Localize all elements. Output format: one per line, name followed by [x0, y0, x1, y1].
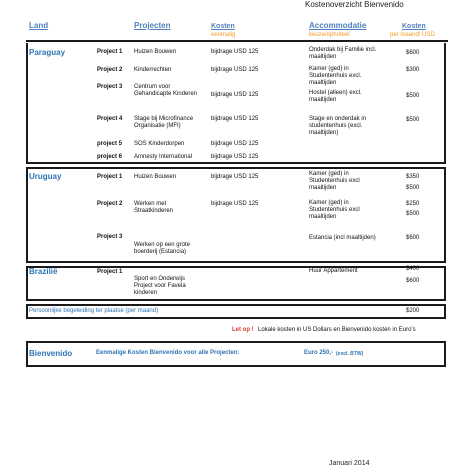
project-name: Stage bij Microfinance Organisatie (MFI) — [134, 116, 194, 129]
project-cost: bijdrage USD 125 — [211, 49, 259, 55]
header-land: Land — [29, 21, 49, 30]
document-date: Januari 2014 — [329, 460, 370, 467]
header-kosten2-sub: per maand/ USD — [390, 32, 435, 38]
header-accommodatie-sub: keuze/ophoteel — [309, 32, 350, 38]
accommodation-price: $600 — [406, 50, 420, 56]
project-id: Project 3 — [97, 84, 123, 90]
header-divider — [26, 40, 448, 42]
note-warning: Let op ! — [232, 327, 254, 333]
accommodation-price: $600 — [406, 235, 420, 241]
project-name: Sport en Onderwijs Project voor Favela kinderen — [134, 276, 186, 296]
project-id: Project 1 — [97, 49, 123, 55]
project-id: Project 3 — [97, 234, 123, 240]
accommodation-price: $400 — [406, 266, 420, 272]
note-text: Lokale kosten in US Dollars en Bienvenido kosten in Euro's — [258, 327, 416, 333]
project-id: Project 2 — [97, 67, 123, 73]
project-name: SOS Kinderdorpen — [134, 141, 185, 147]
accommodation-price: $500 — [406, 117, 420, 123]
bienvenido-label: Bienvenido — [29, 349, 73, 358]
guidance-label: Persoonlijke begeleiding ter plaatse (per maand) — [29, 308, 159, 314]
country-brazil: Brazilië — [29, 267, 58, 276]
project-cost: bijdrage USD 125 — [211, 67, 259, 73]
project-name: Kinderrechten — [134, 67, 172, 73]
project-id: Project 1 — [97, 174, 123, 180]
header-kosten2: Kosten — [402, 23, 426, 30]
accommodation-price-alt: $500 — [406, 211, 420, 217]
country-uruguay: Uruguay — [29, 172, 62, 181]
header-accommodatie: Accommodatie — [309, 21, 367, 30]
project-cost: bijdrage USD 125 — [211, 92, 259, 98]
project-cost: bijdrage USD 125 — [211, 154, 259, 160]
country-paraguay: Paraguay — [29, 48, 66, 57]
header-projecten: Projecten — [134, 21, 171, 30]
header-kosten-sub: eenmalig — [211, 32, 236, 38]
project-name: Huizen Bouwen — [134, 49, 177, 55]
accommodation: Kamer (ged) in Studentenhuis excl. maaltijden — [309, 66, 362, 86]
project-cost: bijdrage USD 125 — [211, 116, 259, 122]
guidance-price: $200 — [406, 308, 420, 314]
accommodation-price: $500 — [406, 93, 420, 99]
accommodation: Stage en onderdak in studentenhuis (excl. maaltijden) — [309, 116, 367, 136]
accommodation-price-alt: $500 — [406, 185, 420, 191]
accommodation-price: $250 — [406, 201, 420, 207]
accommodation: Huur Appartement — [309, 268, 358, 274]
project-name: Werken met Straatkinderen — [134, 201, 174, 214]
bienvenido-price-note: (excl. BTW) — [336, 351, 364, 357]
project-cost: bijdrage USD 125 — [211, 174, 259, 180]
document-title: Kostenoverzicht Bienvenido — [305, 0, 404, 9]
project-id: Project 1 — [97, 269, 123, 275]
uruguay-section — [26, 167, 446, 263]
accommodation-price: $300 — [406, 67, 420, 73]
accommodation: Onderdak bij Familie incl. maaltijden — [309, 47, 377, 60]
accommodation-price-alt: $600 — [406, 278, 420, 284]
project-name: Werken op een grote boerderij (Estancia) — [134, 242, 190, 255]
accommodation: Kamer (ged) in Studentenhuis excl maaltijden — [309, 171, 360, 191]
accommodation: Estancia (incl maaltijden) — [309, 235, 376, 241]
header-kosten: Kosten — [211, 23, 235, 30]
project-name: Centrum voor Gehandicapte Kinderen — [134, 84, 198, 97]
bienvenido-price: Euro 250,- — [304, 350, 334, 356]
project-id: project 6 — [97, 154, 123, 160]
project-id: Project 2 — [97, 201, 123, 207]
accommodation: Hostel (alleen) excl. maaltijden — [309, 90, 362, 103]
project-id: Project 4 — [97, 116, 123, 122]
project-name: Amnesty International — [134, 154, 193, 160]
accommodation: Kamer (ged) in Studentenhuis excl maaltijden — [309, 200, 360, 220]
project-cost: bijdrage USD 125 — [211, 141, 259, 147]
project-id: project 5 — [97, 141, 123, 147]
project-cost: bijdrage USD 125 — [211, 201, 259, 207]
accommodation-price: $350 — [406, 174, 420, 180]
project-name: Huizen Bouwen — [134, 174, 177, 180]
bienvenido-description: Eenmalige Kosten Bienvenido voor alle Projecten: — [96, 350, 240, 356]
